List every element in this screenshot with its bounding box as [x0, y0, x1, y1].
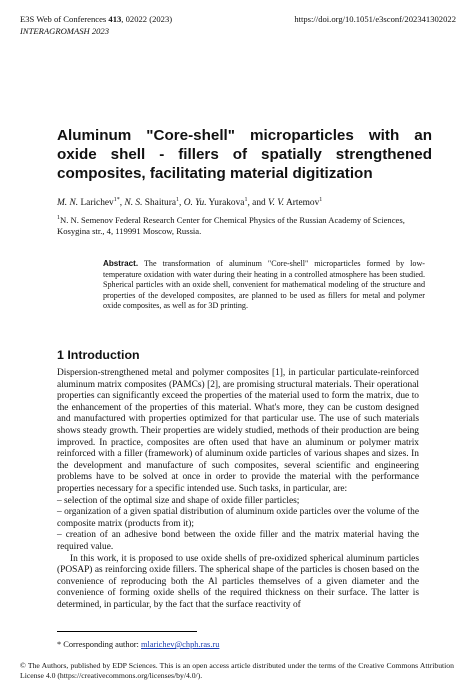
paper-title: Aluminum "Core-shell" microparticles with an oxide shell - fillers of spatially strengthened composites, facilitating material digitization: [57, 127, 432, 182]
paragraph: Dispersion-strengthened metal and polymer composites [1], in particular particulate-reinforced aluminum matrix composites (PAMCs) [2], are promising structural materials. Their operational properties can significantly exceed the properties of the material used to form the matrix, due to the enhancement of the properties of this material. What's more, they can be custom designed and manufactured with properties optimized for that particular use. The use of such materials shows steady growth. Their properties are widely studied, methods of their production are being improved. In practice, composites are often used that have an aluminum or polymer matrix reinforced with a filler (framework) of aluminum oxide particles of various shapes and sizes. In the development and manufacture of such composites, several scientific and engineering problems have to be solved at once in order to provide the material with the performance properties necessary for a specific intended use. Such tasks, in particular, are:: [57, 368, 419, 494]
section-heading: 1 Introduction: [57, 348, 140, 362]
list-item: – creation of an adhesive bond between the oxide filler and the matrix material having the required value.: [57, 530, 419, 552]
abstract: [103, 259, 425, 312]
article-info: , 02022 (2023): [121, 14, 173, 24]
footnote: * Corresponding author: mlarichev@chph.ras.ru: [57, 640, 220, 649]
license-notice: © The Authors, published by EDP Sciences. This is an open access article distributed under the terms of the Creative Commons Attribution License 4.0 (https://creativecommons.org/licenses/by/4.0/).: [20, 661, 454, 680]
abstract-label: Abstract.: [103, 259, 139, 268]
affiliation: $^1$N. N. Semenov Federal Research Center for Chemical Physics of the Russian Academy of Sciences, Kosygina str., 4, 119991 Moscow, Russia.: [57, 214, 405, 237]
email-link[interactable]: mlarichev@chph.ras.ru: [140, 640, 220, 649]
paragraph: In this work, it is proposed to use oxide shells of pre-oxidized spherical aluminum particles (POSAP) as reinforcing oxide fillers. The spherical shape of the particles is chosen based on the convenience of reproducing both the Al particles themselves of a given diameter and the convenience of forming oxide shells of the required thickness on their surface. The latter is determined, in particular, by the fact that the surface reactivity of: [57, 553, 419, 610]
journal-citation: [20, 14, 172, 25]
body-text: [57, 368, 419, 611]
author-list: M. N. Larichev$^{1*}$, N. S. Shaitura$^1$, O. Yu. Yurakova$^1$, and V. V. Artemov$^1$: [57, 197, 323, 209]
volume-number: 413: [108, 14, 122, 24]
list-item: – selection of the optimal size and shape of oxide filler particles;: [57, 495, 300, 506]
doi-link[interactable]: https://doi.org/10.1051/e3sconf/202341302022: [294, 14, 456, 24]
list-item: – organization of a given spatial distribution of aluminum oxide particles over the volume of the composite matrix (products from it);: [57, 507, 419, 529]
abstract-text: The transformation of aluminum "Core-shell" microparticles formed by low-temperature oxidation with water during their heating in a controlled atmosphere has been studied. Spherical particles with an oxide shell, convenient for mathematical modeling of the structure and properties of the developed composites, are planned to be used as fillers for metal and polymer oxide composites, as well as for 3D printing.: [103, 259, 425, 310]
journal-prefix: E3S Web of Conferences: [20, 14, 109, 24]
conference-name: INTERAGROMASH 2023: [20, 26, 110, 36]
footnote-rule: [57, 631, 197, 632]
